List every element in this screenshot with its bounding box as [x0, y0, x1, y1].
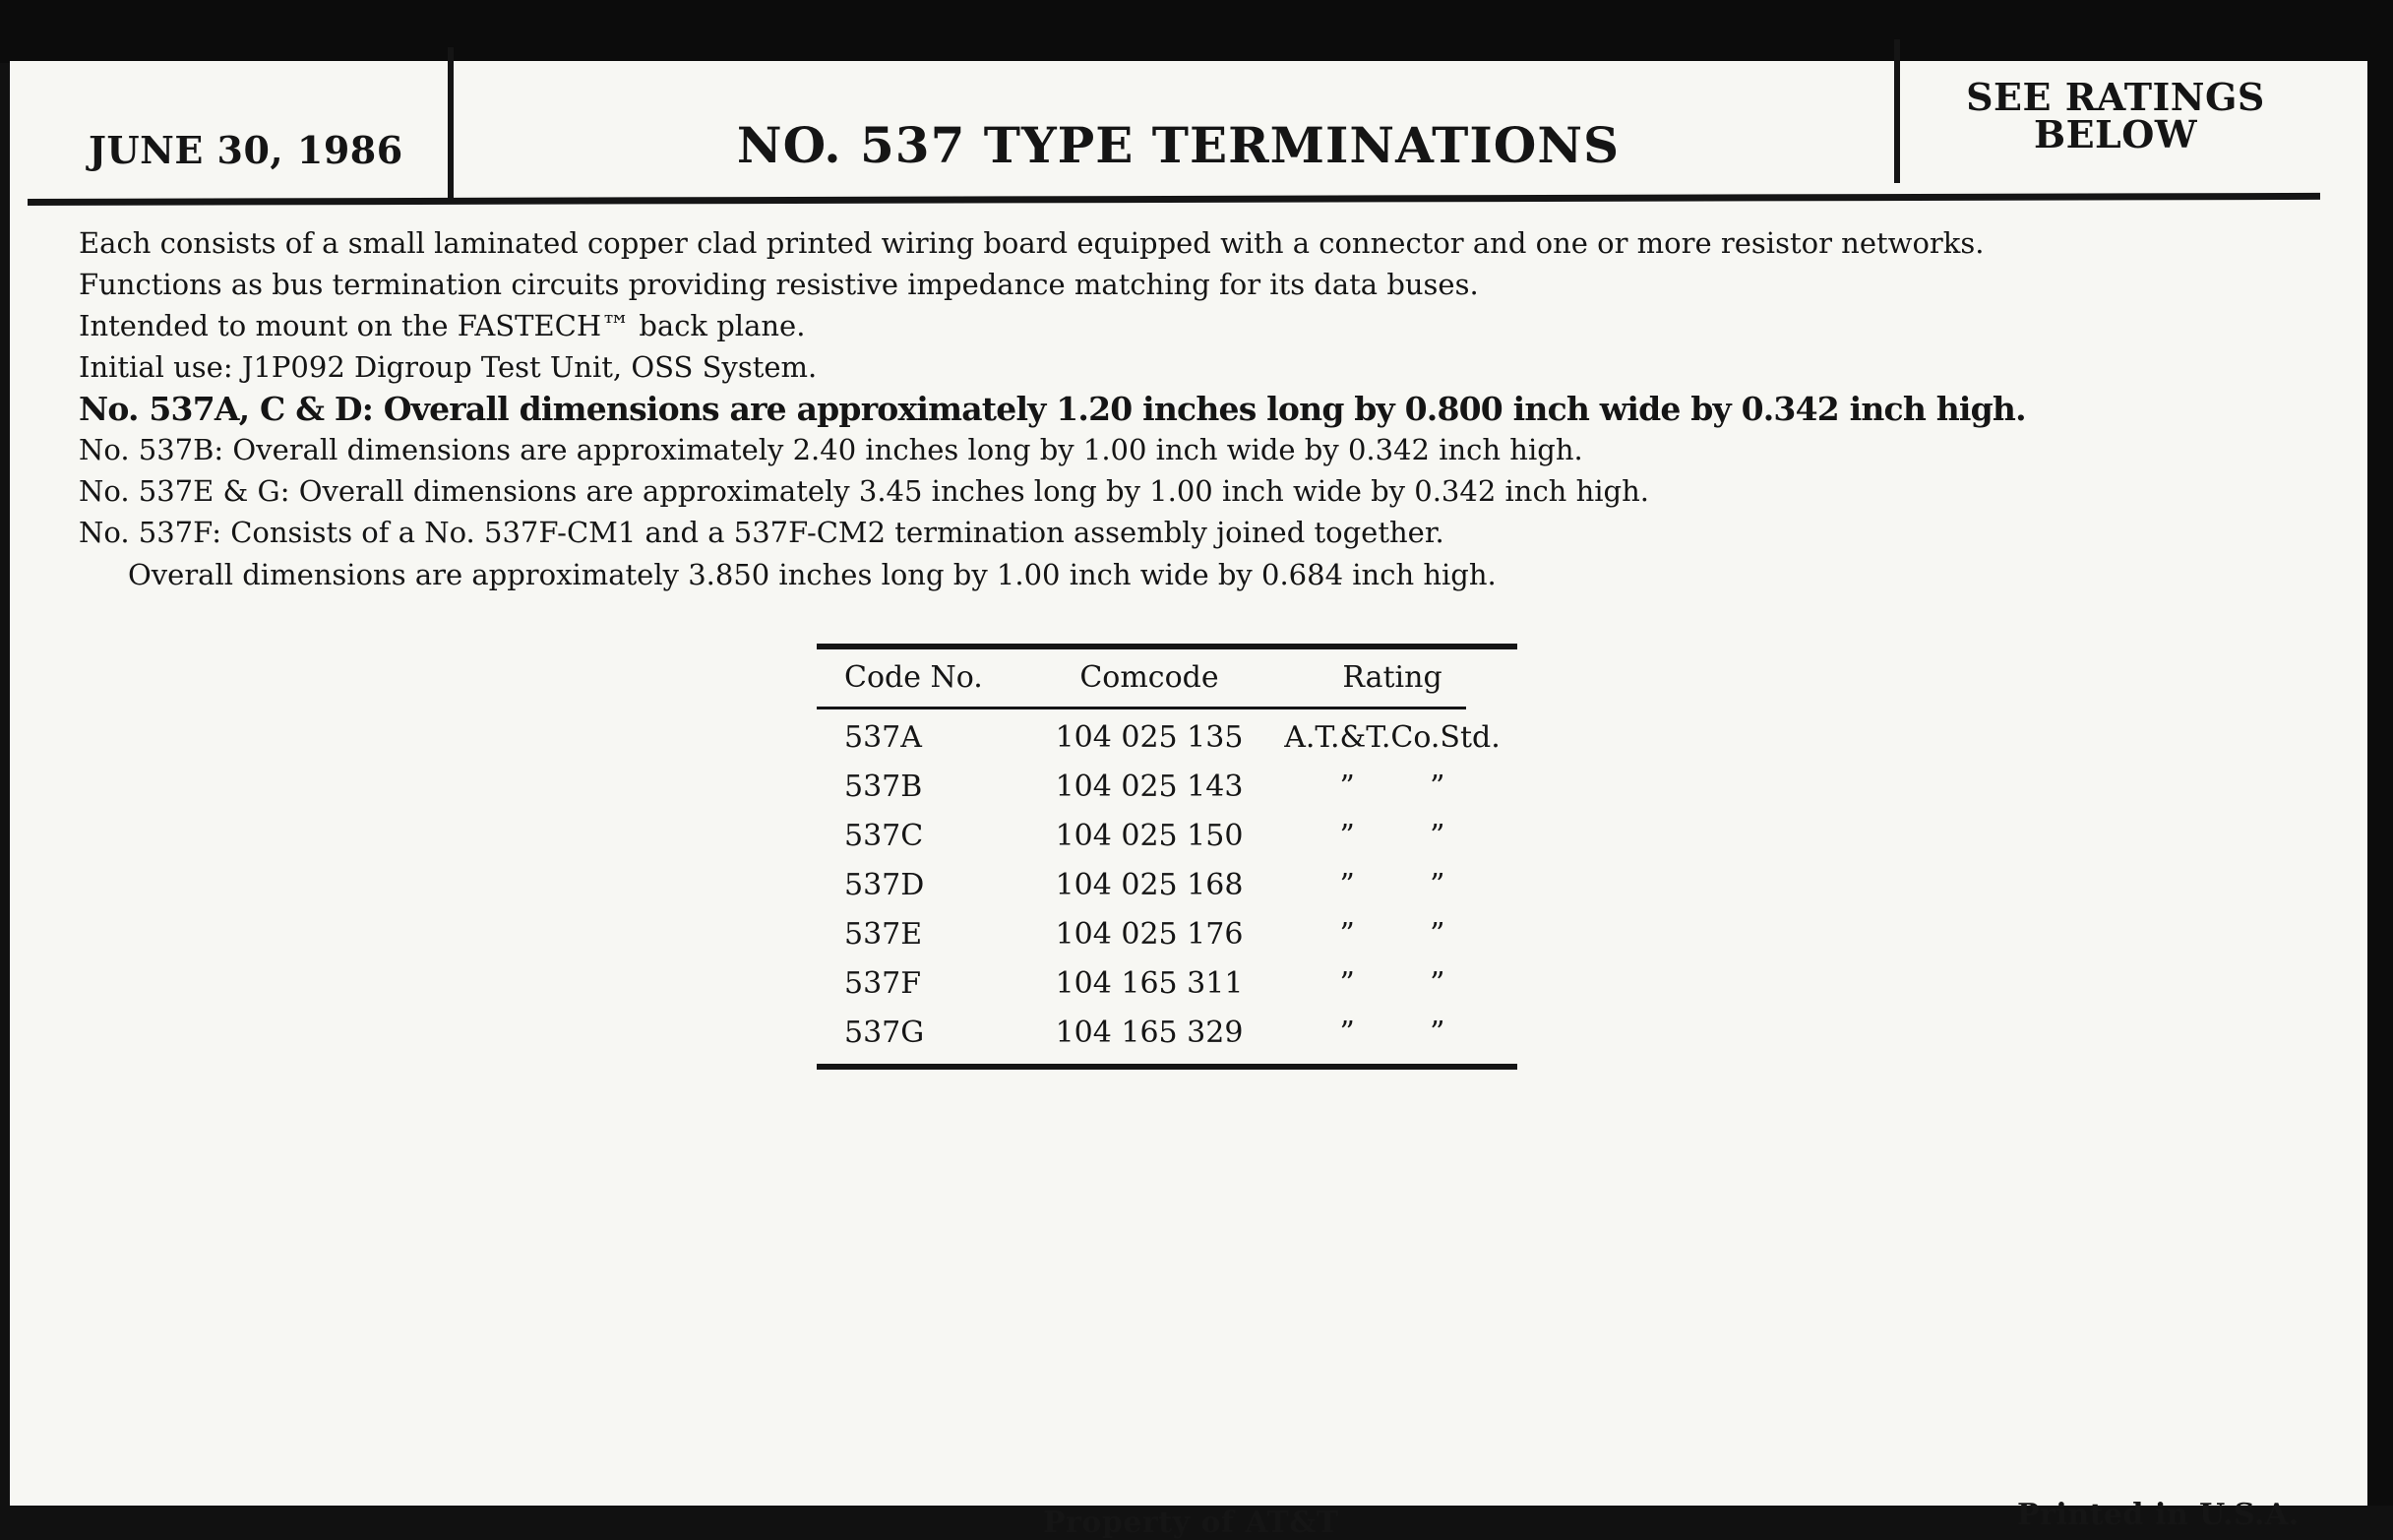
- description-line: No. 537E & G: Overall dimensions are approximately 3.45 inches long by 1.00 inch wide by 0.342 inch high.: [79, 474, 1649, 508]
- description-line: No. 537F: Consists of a No. 537F-CM1 and a 537F-CM2 termination assembly joined together.: [79, 516, 1444, 549]
- table-row: [817, 812, 1517, 861]
- description-line: Initial use: J1P092 Digroup Test Unit, OSS System.: [79, 350, 818, 384]
- header-rule: [28, 193, 2320, 206]
- footer-printed: Printed in U.S.A.: [2017, 1498, 2300, 1532]
- cell-rating: ” ”: [1339, 1016, 1445, 1050]
- description-line: No. 537B: Overall dimensions are approximately 2.40 inches long by 1.00 inch wide by 0.342 inch high.: [79, 433, 1583, 466]
- table-row: [817, 861, 1517, 910]
- page-title: NO. 537 TYPE TERMINATIONS: [736, 116, 1621, 174]
- description-line-indented: Overall dimensions are approximately 3.850 inches long by 1.00 inch wide by 0.684 inch high.: [128, 558, 1497, 591]
- document-card: [10, 61, 2367, 1540]
- table-row: [817, 763, 1517, 812]
- cell-rating: ” ”: [1339, 819, 1445, 853]
- table-body: [817, 709, 1517, 1064]
- cell-rating: A.T.&T.Co.Std.: [1284, 720, 1501, 755]
- cell-comcode: 104 025 150: [1055, 819, 1244, 853]
- scan-border-top: [0, 0, 2393, 63]
- cell-comcode: 104 165 311: [1055, 966, 1244, 1001]
- table-row: [817, 959, 1517, 1009]
- table-row: [817, 713, 1517, 763]
- header-divider-left: [448, 47, 454, 200]
- description-line: Functions as bus termination circuits providing resistive impedance matching for its data buses.: [79, 268, 1479, 301]
- scan-border-right: [2367, 0, 2393, 1506]
- table-bottom-rule: [817, 1064, 1517, 1070]
- header-code-no: Code No.: [844, 660, 983, 695]
- cell-code: 537D: [844, 868, 925, 902]
- cell-comcode: 104 165 329: [1055, 1016, 1244, 1050]
- cell-code: 537C: [844, 819, 924, 853]
- table-row: [817, 910, 1517, 959]
- cell-code: 537A: [844, 720, 922, 755]
- description-line: Each consists of a small laminated copper clad printed wiring board equipped with a connector and one or more resistor networks.: [79, 226, 1985, 260]
- ratings-table: [817, 644, 1517, 1070]
- header-rating: Rating: [1342, 660, 1442, 695]
- cell-rating: ” ”: [1339, 917, 1445, 952]
- header-comcode: Comcode: [1079, 660, 1219, 695]
- cell-rating: ” ”: [1339, 966, 1445, 1001]
- header-ratings-note: [1909, 75, 2322, 156]
- cell-code: 537E: [844, 917, 923, 952]
- cell-code: 537G: [844, 1016, 925, 1050]
- cell-code: 537B: [844, 770, 923, 804]
- ratings-line-2: BELOW: [2033, 112, 2198, 156]
- cell-comcode: 104 025 168: [1055, 868, 1244, 902]
- cell-rating: ” ”: [1339, 868, 1445, 902]
- header-date: JUNE 30, 1986: [89, 128, 403, 172]
- table-row: [817, 1009, 1517, 1058]
- ratings-line-1: SEE RATINGS: [1966, 75, 2265, 119]
- table-header-row: [817, 649, 1517, 707]
- description-line-bold: No. 537A, C & D: Overall dimensions are approximately 1.20 inches long by 0.800 inch wide by 0.342 inch high.: [79, 390, 2026, 428]
- cell-rating: ” ”: [1339, 770, 1445, 804]
- footer-property: Property of AT&T: [1043, 1506, 1339, 1540]
- cell-comcode: 104 025 176: [1055, 917, 1244, 952]
- cell-code: 537F: [844, 966, 922, 1001]
- cell-comcode: 104 025 135: [1055, 720, 1244, 755]
- description-line: Intended to mount on the FASTECH™ back plane.: [79, 309, 806, 342]
- cell-comcode: 104 025 143: [1055, 770, 1244, 804]
